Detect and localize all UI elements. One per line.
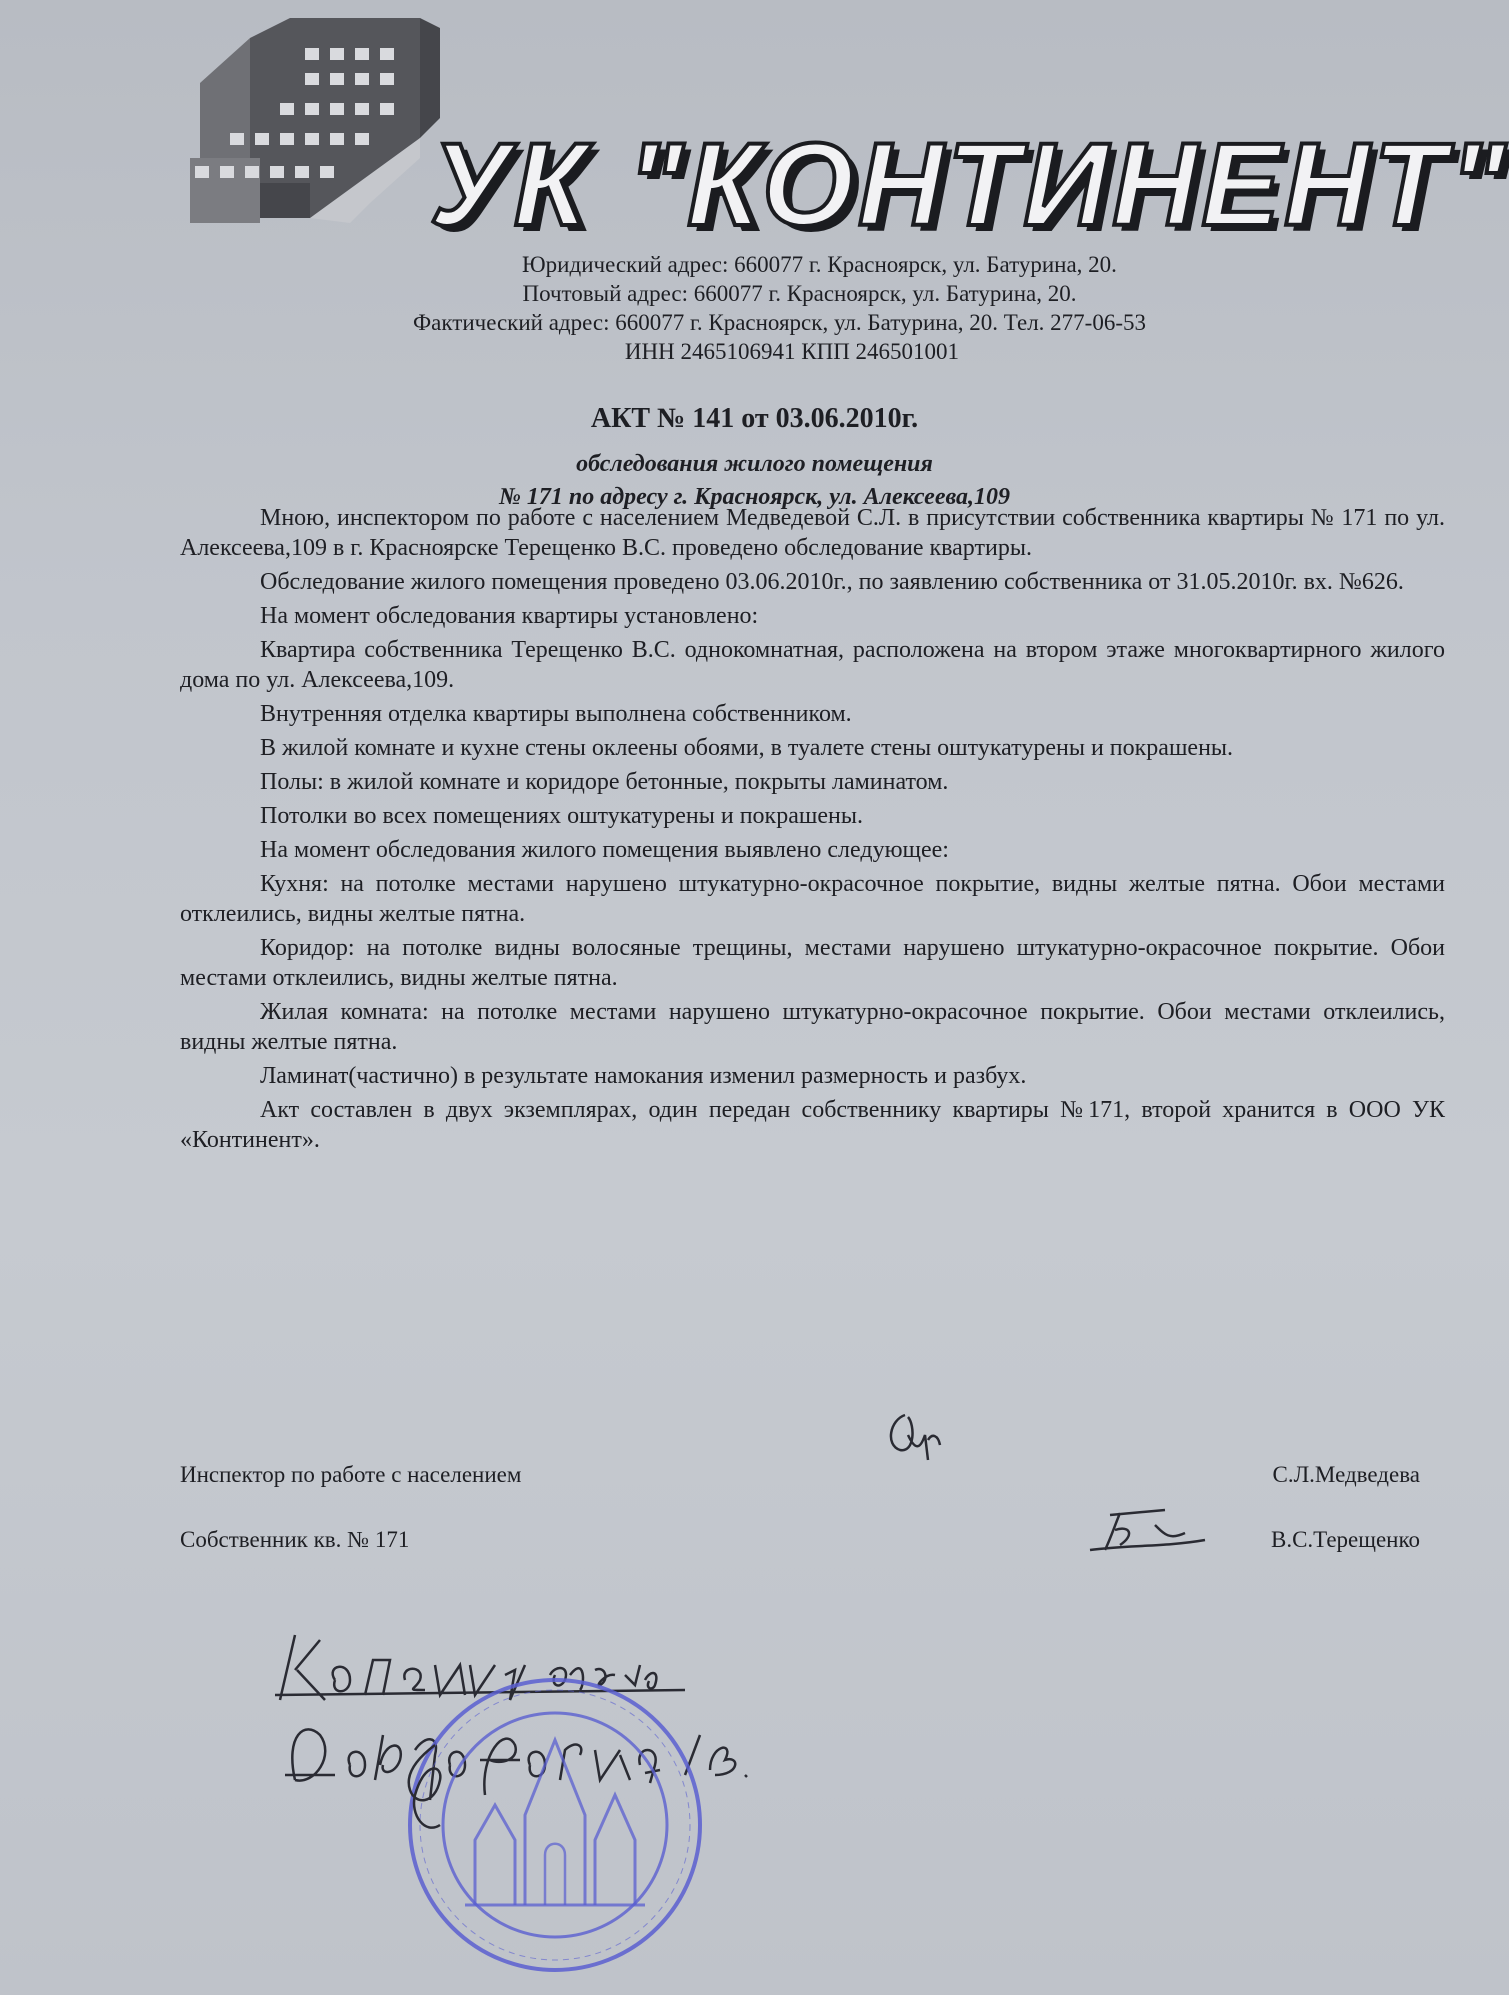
owner-role: Собственник кв. № 171 (180, 1527, 410, 1552)
act-subtitle-line2: № 171 по адресу г. Красноярск, ул. Алексеева,109 (498, 484, 1011, 510)
tax-ids: ИНН 2465106941 КПП 246501001 (624, 339, 960, 364)
act-subtitle-line1: обследования жилого помещения (576, 451, 933, 477)
paragraph: Внутренняя отделка квартиры выполнена собственником. (260, 701, 852, 727)
inspector-role: Инспектор по работе с населением (180, 1462, 522, 1487)
paragraph: Квартира собственника Терещенко В.С. однокомнатная, расположена на втором этаже многоквартирного жилого дома по ул. Алексеева,109. (180, 637, 1445, 693)
round-company-seal-icon (395, 1665, 715, 1985)
act-title: АКТ № 141 от 03.06.2010г. (590, 403, 919, 434)
paragraph: Полы: в жилой комнате и коридоре бетонные, покрыты ламинатом. (260, 769, 949, 795)
paragraph: На момент обследования жилого помещения выявлено следующее: (260, 837, 949, 863)
building-logo-icon (190, 8, 450, 238)
paragraph: В жилой комнате и кухне стены оклеены обоями, в туалете стены оштукатурены и покрашены. (260, 735, 1234, 761)
paragraph: Акт составлен в двух экземплярах, один передан собственнику квартиры №171, второй хранится в ООО УК «Континент». (180, 1097, 1445, 1153)
company-name: УК "КОНТИНЕНТ" (430, 119, 1509, 251)
address-block (0, 250, 1509, 366)
paragraph: Мною, инспектором по работе с населением Медведевой С.Л. в присутствии собственника квартиры № 171 по ул. Алексеева,109 в г. Красноярске Терещенко В.С. проведено обследование квартиры. (180, 505, 1445, 561)
paragraph: Жилая комната: на потолке местами нарушено штукатурно-окрасочное покрытие. Обои местами отклеились, видны желтые пятна. (180, 999, 1445, 1055)
owner-signature-icon (1085, 1505, 1215, 1565)
inspector-name: С.Л.Медведева (1272, 1462, 1420, 1487)
legal-address: Юридический адрес: 660077 г. Красноярск, ул. Батурина, 20. (522, 252, 1117, 277)
paragraph: На момент обследования квартиры установлено: (260, 603, 759, 629)
actual-address: Фактический адрес: 660077 г. Красноярск, ул. Батурина, 20. Тел. 277-06-53 (413, 310, 1146, 335)
paragraph: Потолки во всех помещениях оштукатурены и покрашены. (260, 803, 863, 829)
postal-address: Почтовый адрес: 660077 г. Красноярск, ул. Батурина, 20. (522, 281, 1077, 306)
act-body (180, 503, 1445, 1159)
paragraph: Обследование жилого помещения проведено 03.06.2010г., по заявлению собственника от 31.05.2010г. вх. №626. (260, 569, 1404, 595)
paragraph: Ламинат(частично) в результате намокания изменил размерность и разбух. (260, 1063, 1027, 1089)
paragraph: Кухня: на потолке местами нарушено штукатурно-окрасочное покрытие, видны желтые пятна. Обои местами отклеились, видны желтые пятна. (180, 871, 1445, 927)
inspector-signature-icon (880, 1405, 960, 1475)
paragraph: Коридор: на потолке видны волосяные трещины, местами нарушено штукатурно-окрасочное покрытие. Обои местами отклеились, видны желтые пятна. (180, 935, 1445, 991)
owner-name: В.С.Терещенко (1270, 1527, 1420, 1552)
